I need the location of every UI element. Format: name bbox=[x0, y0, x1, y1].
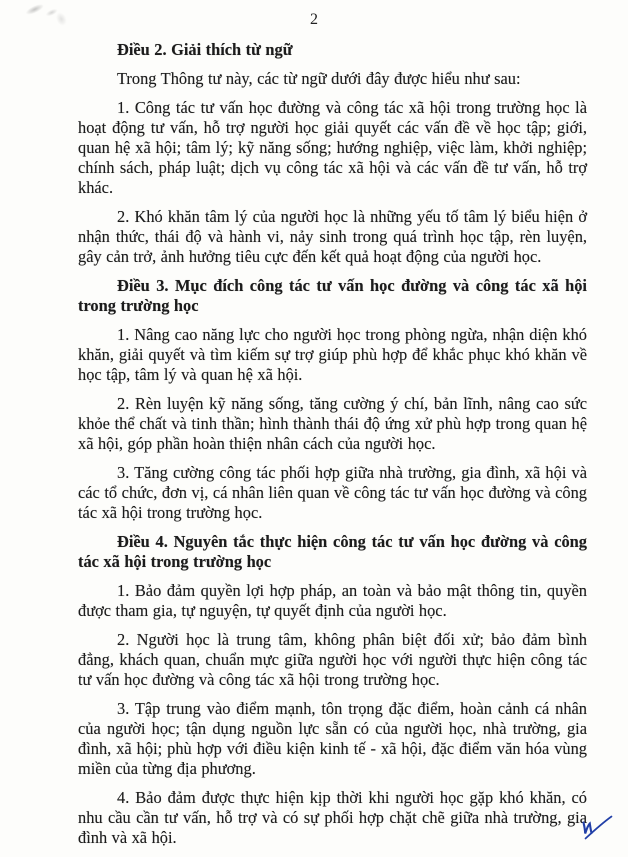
paragraph: 4. Bảo đảm được thực hiện kịp thời khi người học gặp khó khăn, có nhu cầu cần tư vấn, hỗ trợ và có sự phối hợp chặt chẽ giữa nhà trường, gia đình và xã hội. bbox=[78, 788, 587, 847]
paragraph: 1. Nâng cao năng lực cho người học trong phòng ngừa, nhận diện khó khăn, giải quyết và tìm kiếm sự trợ giúp phù hợp để khắc phục khó khăn về học tập, tâm lý và quan hệ xã hội. bbox=[78, 325, 587, 384]
paragraph: 1. Công tác tư vấn học đường và công tác xã hội trong trường học là hoạt động tư vấn, hỗ trợ người học giải quyết các vấn đề về học tập; giới, quan hệ xã hội; tâm lý; kỹ năng sống; hướng nghiệp, việc làm, khởi nghiệp; chính sách, pháp luật; dịch vụ công tác xã hội và các vấn đề tư vấn, hỗ trợ khác. bbox=[78, 98, 587, 197]
signature-ink-icon bbox=[576, 812, 618, 848]
document-body bbox=[78, 40, 587, 857]
article-heading: Điều 2. Giải thích từ ngữ bbox=[117, 40, 293, 59]
article-heading: Điều 4. Nguyên tắc thực hiện công tác tư vấn học đường và công tác xã hội trong trường học bbox=[78, 532, 587, 571]
article-heading: Điều 3. Mục đích công tác tư vấn học đường và công tác xã hội trong trường học bbox=[78, 276, 587, 315]
paragraph: Trong Thông tư này, các từ ngữ dưới đây được hiểu như sau: bbox=[117, 69, 521, 88]
paragraph: 3. Tăng cường công tác phối hợp giữa nhà trường, gia đình, xã hội và các tổ chức, đơn vị, cá nhân liên quan về công tác tư vấn học đường và công tác xã hội trong trường học. bbox=[78, 463, 587, 522]
paragraph: 2. Người học là trung tâm, không phân biệt đối xử; bảo đảm bình đẳng, khách quan, chuẩn mực giữa người học với người thực hiện công tác tư vấn học đường và công tác xã hội trong trường học. bbox=[78, 630, 587, 689]
page-number: 2 bbox=[310, 11, 318, 28]
paragraph: 3. Tập trung vào điểm mạnh, tôn trọng đặc điểm, hoàn cảnh cá nhân của người học; tận dụng nguồn lực sẵn có của người học, nhà trường, gia đình, xã hội; phù hợp với điều kiện kinh tế - xã hội, đặc điểm văn hóa vùng miền của từng địa phương. bbox=[78, 699, 587, 778]
handwritten-initial-signature bbox=[576, 812, 618, 848]
paragraph: 2. Rèn luyện kỹ năng sống, tăng cường ý chí, bản lĩnh, nâng cao sức khỏe thể chất và tinh thần; hình thành thái độ ứng xử phù hợp trong quan hệ xã hội, góp phần hoàn thiện nhân cách của người học. bbox=[78, 394, 587, 453]
paragraph: 2. Khó khăn tâm lý của người học là những yếu tố tâm lý biểu hiện ở nhận thức, thái độ và hành vi, nảy sinh trong quá trình học tập, rèn luyện, gây cản trở, ảnh hưởng tiêu cực đến kết quả hoạt động của người học. bbox=[78, 207, 587, 266]
paragraph: 1. Bảo đảm quyền lợi hợp pháp, an toàn và bảo mật thông tin, quyền được tham gia, tự nguyện, tự quyết định của người học. bbox=[78, 581, 587, 620]
